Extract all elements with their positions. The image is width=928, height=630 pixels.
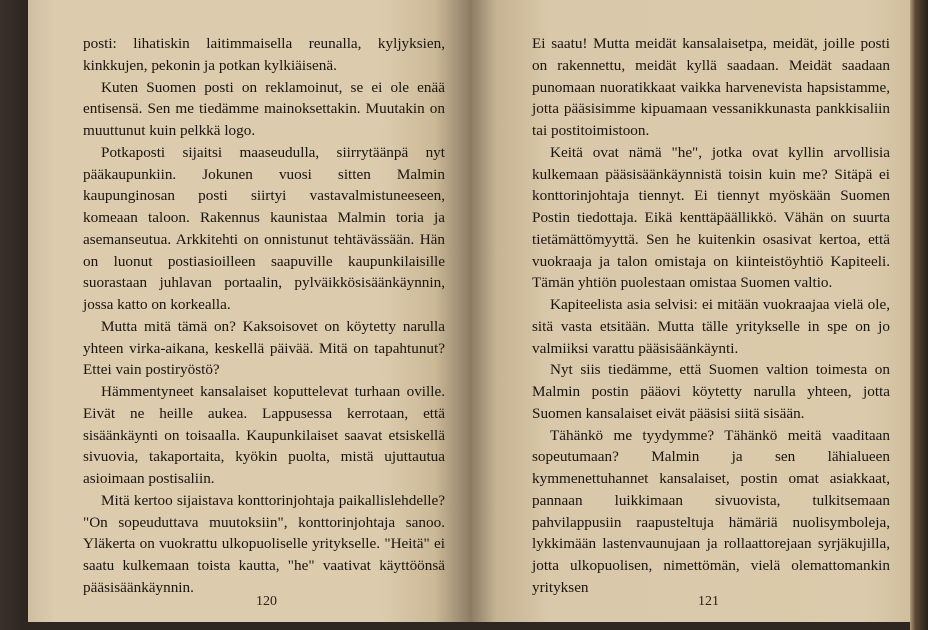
page-number: 121 [698, 594, 719, 609]
left-page-text [83, 33, 445, 599]
paragraph: Kuten Suomen posti on reklamoinut, se ei ole enää entisensä. Sen me tiedämme mainoksettakin. Muutakin on muuttunut kuin pelkkä logo. [83, 78, 445, 139]
paragraph: Keitä ovat nämä "he", jotka ovat kyllin arvollisia kulkemaan pääsisäänkäynnistä toisin kuin me? Sitäpä ei konttorinjohtaja tiennyt. Ei tiennyt myöskään Suomen Postin tiedottaja. Eikä kenttäpäällikkö. Vähän on suurta tietämättömyyttä. Sen he kuitenkin osasivat kertoa, että vuokraaja ja talon omistaja on kiinteistöyhtiö Kapiteeli. Tämän yhtiön puolestaan omistaa Suomen valtio. [532, 143, 890, 292]
paragraph: Mitä kertoo sijaistava konttorinjohtaja paikallislehdelle? "On sopeuduttava muutoksiin", konttorinjohtaja sanoo. Yläkerta on vuokrattu ulkopuoliselle yritykselle. "Heitä" ei saatu kulkemaan toista kautta, "he" vaativat käyttöönsä pääsisäänkäynnin. [83, 491, 445, 596]
paragraph: posti: lihatiskin laitimmaisella reunalla, kyljyksien, kinkkujen, pekonin ja potkan kylkiäisenä. [83, 35, 445, 74]
right-page [470, 0, 910, 622]
paragraph: Nyt siis tiedämme, että Suomen valtion toimesta on Malmin postin pääovi köytetty narulla yhteen, jotta Suomen kansalaiset eivät pääsisi siitä sisään. [532, 361, 890, 422]
page-number: 120 [256, 594, 277, 609]
paragraph: Kapiteelista asia selvisi: ei mitään vuokraajaa vielä ole, sitä vasta etsitään. Mutta tälle yritykselle in spe on jo valmiiksi varattu pääsisäänkäynti. [532, 296, 890, 357]
paragraph: Mutta mitä tämä on? Kaksoisovet on köytetty narulla yhteen virka-aikana, keskellä päivää. Mitä on tapahtunut? Ettei vain postiryöstö? [83, 317, 445, 379]
background-bottom [28, 622, 910, 630]
paragraph: Potkaposti sijaitsi maaseudulla, siirrytäänpä nyt pääkaupunkiin. Jokunen vuosi sitten Malmin kaupunginosan posti siirtyi vastavalmistuneeseen, komeaan taloon. Rakennus kaunistaa Malmin toria ja asemanseutua. Arkkitehti on onnistunut tehtävässään. Hän on luonut postiasioilleen saapuville kaupunkilaisille suorastaan juhlavan portaalin, pylväikkösisäänkäynnin, jossa katto on korkealla. [83, 143, 445, 313]
right-page-text [532, 33, 890, 599]
page-edges-right [910, 0, 928, 630]
left-page [28, 0, 471, 622]
background-left [0, 0, 28, 630]
paragraph: Hämmentyneet kansalaiset koputtelevat turhaan oville. Eivät ne heille aukea. Lappusessa kerrotaan, että sisäänkäynti on toisaalla. Kaupunkilaiset saavat etsiskellä sivuovia, takaportaita, kyökin puolta, mistä ujuttautua asioimaan postisaliin. [83, 383, 445, 487]
paragraph: Tähänkö me tyydymme? Tähänkö meitä vaaditaan sopeutumaan? Malmin ja sen lähialueen kymmenettuhannet kansalaiset, postin omat asiakkaat, pannaan luikkimaan sivuovista, tulkitsemaan pahvilappusiin raapusteltuja hämäriä nuolisymboleja, lykkimään lastenvaunujaan ja rollaattorejaan syrjäkujilla, jotta ulkopuolisen, nimettömän, vielä olemattomankin yrityksen [532, 426, 890, 596]
paragraph: Ei saatu! Mutta meidät kansalaisetpa, meidät, joille posti on rakennettu, meidät kyllä saadaan. Meidät saadaan punomaan nuoratikkaat vaikka harvenevista hapsistamme, jotta pääsisimme kipuamaan vessanikkunasta pankkisaliin tai postitoimistoon. [532, 35, 890, 139]
